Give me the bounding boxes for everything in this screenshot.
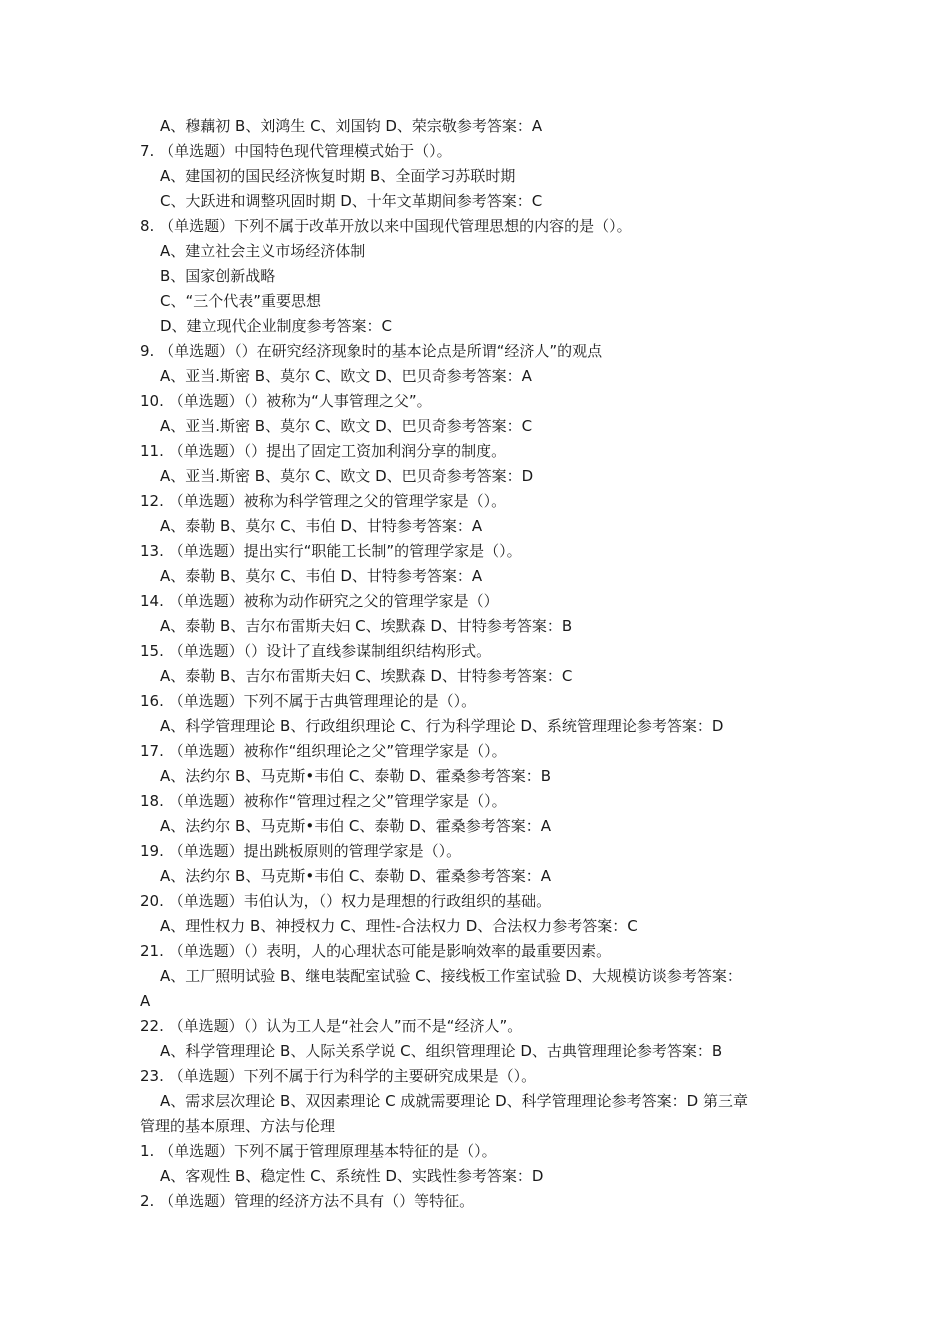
question-line: 13. （单选题）提出实行“职能工长制”的管理学家是（）。: [140, 542, 522, 560]
answer-options-line: A、泰勒 B、莫尔 C、韦伯 D、甘特参考答案：A: [160, 517, 483, 535]
question-list: [140, 114, 820, 1214]
question-line: 16. （单选题）下列不属于古典管理理论的是（）。: [140, 692, 477, 710]
answer-options-line: A、亚当.斯密 B、莫尔 C、欧文 D、巴贝奇参考答案：A: [160, 367, 532, 385]
question-line: 20. （单选题）韦伯认为，（）权力是理想的行政组织的基础。: [140, 892, 552, 910]
answer-options-line: A、建立社会主义市场经济体制: [160, 242, 366, 260]
answer-options-line: A、亚当.斯密 B、莫尔 C、欧文 D、巴贝奇参考答案：C: [160, 417, 533, 435]
answer-options-line: A、建国初的国民经济恢复时期 B、全面学习苏联时期: [160, 167, 516, 185]
answer-options-line: A、科学管理理论 B、行政组织理论 C、行为科学理论 D、系统管理理论参考答案：D: [160, 717, 724, 735]
answer-options-line: C、大跃进和调整巩固时期 D、十年文革期间参考答案：C: [160, 192, 543, 210]
answer-options-line: A、法约尔 B、马克斯•韦伯 C、泰勒 D、霍桑参考答案：A: [160, 867, 551, 885]
question-line: 7. （单选题）中国特色现代管理模式始于（）。: [140, 142, 452, 160]
answer-options-line: A、亚当.斯密 B、莫尔 C、欧文 D、巴贝奇参考答案：D: [160, 467, 534, 485]
question-line: 2. （单选题）管理的经济方法不具有（）等特征。: [140, 1192, 475, 1210]
answer-options-line: B、国家创新战略: [160, 267, 276, 285]
question-line: 8. （单选题）下列不属于改革开放以来中国现代管理思想的内容的是（）。: [140, 217, 632, 235]
answer-options-line: A、穆藕初 B、刘鸿生 C、刘国钧 D、荣宗敬参考答案：A: [160, 117, 543, 135]
answer-options-line: A、法约尔 B、马克斯•韦伯 C、泰勒 D、霍桑参考答案：A: [160, 817, 551, 835]
answer-options-line: A、工厂照明试验 B、继电装配室试验 C、接线板工作室试验 D、大规模访谈参考答案：: [160, 967, 742, 985]
question-line: 23. （单选题）下列不属于行为科学的主要研究成果是（）。: [140, 1067, 537, 1085]
answer-options-line: A、泰勒 B、莫尔 C、韦伯 D、甘特参考答案：A: [160, 567, 483, 585]
answer-options-line: A、泰勒 B、吉尔布雷斯夫妇 C、埃默森 D、甘特参考答案：C: [160, 667, 573, 685]
question-line: 15. （单选题）（）设计了直线参谋制组织结构形式。: [140, 642, 492, 660]
answer-options-line: C、“三个代表”重要思想: [160, 292, 322, 310]
answer-options-line: A、法约尔 B、马克斯•韦伯 C、泰勒 D、霍桑参考答案：B: [160, 767, 552, 785]
question-line: 11. （单选题）（）提出了固定工资加利润分享的制度。: [140, 442, 507, 460]
answer-options-line: A、泰勒 B、吉尔布雷斯夫妇 C、埃默森 D、甘特参考答案：B: [160, 617, 573, 635]
continuation-line: 管理的基本原理、方法与伦理: [140, 1117, 336, 1135]
answer-options-line: A、客观性 B、稳定性 C、系统性 D、实践性参考答案：D: [160, 1167, 544, 1185]
continuation-line: A: [140, 992, 151, 1010]
question-line: 9. （单选题）（）在研究经济现象时的基本论点是所谓“经济人”的观点: [140, 342, 603, 360]
answer-options-line: A、科学管理理论 B、人际关系学说 C、组织管理理论 D、古典管理理论参考答案：B: [160, 1042, 723, 1060]
answer-options-line: D、建立现代企业制度参考答案：C: [160, 317, 393, 335]
answer-options-line: A、理性权力 B、神授权力 C、理性-合法权力 D、合法权力参考答案：C: [160, 917, 638, 935]
question-line: 14. （单选题）被称为动作研究之父的管理学家是（）: [140, 592, 499, 610]
answer-options-line: A、需求层次理论 B、双因素理论 C 成就需要理论 D、科学管理理论参考答案：D 第三章: [160, 1092, 748, 1110]
question-line: 18. （单选题）被称作“管理过程之父”管理学家是（）。: [140, 792, 507, 810]
question-line: 17. （单选题）被称作“组织理论之父”管理学家是（）。: [140, 742, 507, 760]
question-line: 21. （单选题）（）表明，人的心理状态可能是影响效率的最重要因素。: [140, 942, 612, 960]
question-line: 1. （单选题）下列不属于管理原理基本特征的是（）。: [140, 1142, 497, 1160]
question-line: 10. （单选题）（）被称为“人事管理之父”。: [140, 392, 432, 410]
question-line: 22. （单选题）（）认为工人是“社会人”而不是“经济人”。: [140, 1017, 523, 1035]
question-line: 19. （单选题）提出跳板原则的管理学家是（）。: [140, 842, 462, 860]
question-line: 12. （单选题）被称为科学管理之父的管理学家是（）。: [140, 492, 507, 510]
